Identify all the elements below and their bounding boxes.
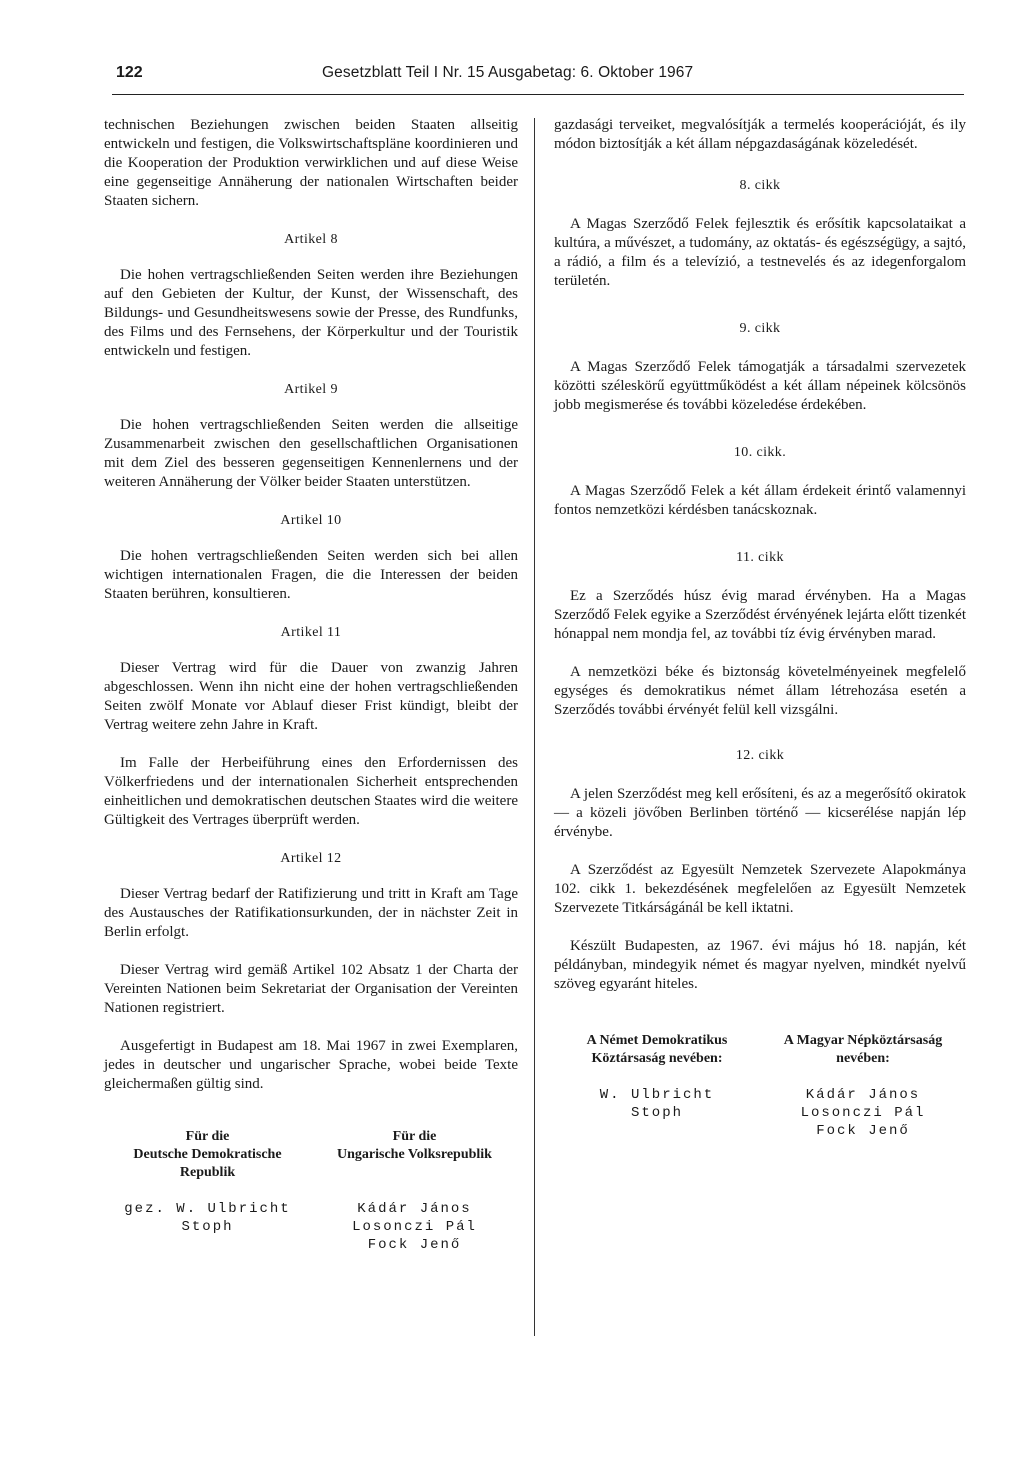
article-heading: 9. cikk: [739, 321, 781, 336]
article-paragraph: Im Falle der Herbeiführung eines den Erfordernissen des Völkerfriedens und der internationalen Sicherheit entsprechenden einheitlichen und demokratischen deutschen Staates wird die weitere Gültigkeit des Vertrages überprüft werden.: [104, 755, 518, 828]
signature-section: [554, 1032, 966, 1140]
german-column: [104, 116, 518, 1254]
signatory-name: Kádár János: [805, 1087, 921, 1103]
article-paragraph: Készült Budapesten, az 1967. évi május hó 18. napján, két példányban, mindegyik német és magyar nyelven, mindkét nyelvű szöveg egyaránt hiteles.: [554, 938, 966, 992]
article-heading: Artikel 10: [280, 513, 342, 528]
signatory-title: A Magyar Népköztársaság: [783, 1033, 943, 1048]
signatory-name: Stoph: [181, 1219, 234, 1235]
article-heading: Artikel 9: [284, 382, 338, 397]
column-divider: [534, 118, 535, 1336]
signatory-names: [760, 1086, 966, 1140]
article-paragraph: Dieser Vertrag wird gemäß Artikel 102 Absatz 1 der Charta der Vereinten Nationen beim Sekretariat der Organisation der Vereinten Nationen registriert.: [104, 962, 518, 1016]
signatory-name: W. Ulbricht: [599, 1087, 715, 1103]
paragraph-gap: [104, 735, 518, 754]
gazette-title: Gesetzblatt Teil I Nr. 15 Ausgabetag: 6. Oktober 1967: [322, 64, 694, 81]
signatory-name: Fock Jenő: [367, 1237, 462, 1253]
paragraph-gap: [104, 942, 518, 961]
article-paragraph: Ez a Szerződés húsz évig marad érvényben. Ha a Magas Szerződő Felek egyike a Szerződést érvényének lejárta előtt tizenkét hónappal nem mondja fel, az további tíz évig érvényben marad.: [554, 588, 966, 642]
intro-paragraph: gazdasági terveiket, megvalósítják a termelés kooperációját, és ily módon biztosítják a két állam népgazdaságának közeledését.: [554, 117, 966, 152]
signatory-name: Fock Jenő: [816, 1123, 910, 1139]
signatory-title: Für die: [185, 1129, 230, 1144]
gdr-signature: [104, 1128, 311, 1254]
article-paragraph: A nemzetközi béke és biztonság követelményeinek megfelelő egységes és demokratikus német állam létrehozása esetén a Szerződés további érvényét felül kell vizsgálni.: [554, 664, 966, 718]
article-heading: Artikel 8: [284, 232, 338, 247]
article-heading: 12. cikk: [735, 748, 785, 763]
signatory-title: Republik: [179, 1165, 236, 1180]
signatory-name: Stoph: [630, 1105, 683, 1121]
signatory-names: [554, 1086, 760, 1122]
paragraph-gap: [554, 842, 966, 861]
signatory-name: gez. W. Ulbricht: [124, 1201, 291, 1217]
signatory-title: Deutsche Demokratische: [133, 1147, 282, 1162]
signatory-name: Losonczi Pál: [352, 1219, 477, 1235]
paragraph-gap: [554, 644, 966, 663]
article-heading: Artikel 11: [280, 625, 342, 640]
signatory-title: Für die: [392, 1129, 437, 1144]
article-heading: 10. cikk.: [733, 445, 787, 460]
signatory-names: [311, 1200, 518, 1254]
signatory-title: nevében:: [836, 1051, 890, 1066]
article-paragraph: A Magas Szerződő Felek a két állam érdekeit érintő valamennyi fontos nemzetközi kérdésben tanácskoznak.: [554, 483, 966, 518]
page-header: [112, 60, 964, 95]
page-number: 122: [116, 64, 143, 81]
paragraph-gap: [554, 918, 966, 937]
hu-signature: [311, 1128, 518, 1254]
article-paragraph: Die hohen vertragschließenden Seiten werden ihre Beziehungen auf den Gebieten der Kultur, der Kunst, der Wissenschaft, des Bildungs- und Gesundheitswesens sowie der Presse, des Rundfunks, des Films und des Fernsehens, der Körperkultur und der Touristik entwickeln und festigen.: [104, 267, 518, 359]
intro-paragraph: technischen Beziehungen zwischen beiden Staaten allseitig entwickeln und festigen, die Volkswirtschaftspläne koordinieren und die Kooperation der Produktion verwirklichen und auf diese Weise eine gegenseitige Annäherung der nationalen Wirtschaften beider Staaten sichern.: [104, 117, 518, 209]
article-paragraph: A Magas Szerződő Felek fejlesztik és erősítik kapcsolataikat a kultúra, a művészet, a tudomány, az oktatás- és egészségügy, a sajtó, a rádió, a film és a televízió, a testnevelés és az idegenforgalom területén.: [554, 216, 966, 289]
article-heading: 8. cikk: [739, 178, 781, 193]
signatory-title: Köztársaság nevében:: [591, 1051, 723, 1066]
article-paragraph: A Szerződést az Egyesült Nemzetek Szervezete Alapokmánya 102. cikk 1. bekezdésének megfelelően az Egyesült Nemzetek Szervezete Titkárságánál be kell iktatni.: [554, 862, 966, 916]
signature-section: [104, 1128, 518, 1254]
article-heading: Artikel 12: [280, 851, 342, 866]
article-paragraph: Ausgefertigt in Budapest am 18. Mai 1967 in zwei Exemplaren, jedes in deutscher und ungarischer Sprache, wobei beide Texte gleichermaßen gültig sind.: [104, 1038, 518, 1092]
gdr-signature: [554, 1032, 760, 1140]
signatory-name: Losonczi Pál: [800, 1105, 926, 1121]
article-paragraph: Dieser Vertrag bedarf der Ratifizierung und tritt in Kraft am Tage des Austausches der Ratifikationsurkunden, der in nächster Zeit in Berlin erfolgt.: [104, 886, 518, 940]
signatory-name: Kádár János: [357, 1201, 472, 1217]
hungarian-column: [554, 116, 966, 1140]
signatory-title: A Német Demokratikus: [586, 1033, 728, 1048]
hu-signature: [760, 1032, 966, 1140]
article-paragraph: Die hohen vertragschließenden Seiten werden die allseitige Zusammenarbeit zwischen den gesellschaftlichen Organisationen mit dem Ziel des besseren gegenseitigen Kennenlernens und der weiteren Annäherung der Völker beider Staaten unterstützen.: [104, 417, 518, 490]
article-paragraph: A jelen Szerződést meg kell erősíteni, és az a megerősítő okiratok — a közeli jövőben Berlinben történő — kicserélése napján lép érvénybe.: [554, 786, 966, 840]
signatory-title: Ungarische Volksrepublik: [337, 1147, 492, 1162]
article-paragraph: A Magas Szerződő Felek támogatják a társadalmi szervezetek közötti széleskörű együttműködést a két állam népeinek kölcsönös jobb megismerése és további közeledése érdekében.: [554, 359, 966, 413]
paragraph-gap: [104, 1018, 518, 1037]
article-paragraph: Die hohen vertragschließenden Seiten werden sich bei allen wichtigen internationalen Fragen, die die Interessen der beiden Staaten berühren, konsultieren.: [104, 548, 518, 602]
article-paragraph: Dieser Vertrag wird für die Dauer von zwanzig Jahren abgeschlossen. Wenn ihn nicht eine der hohen vertragschließenden Seiten zwölf Monate vor Ablauf dieser Frist kündigt, bleibt der Vertrag weitere zehn Jahre in Kraft.: [104, 660, 518, 733]
signatory-names: [104, 1200, 311, 1236]
article-heading: 11. cikk: [736, 550, 784, 565]
